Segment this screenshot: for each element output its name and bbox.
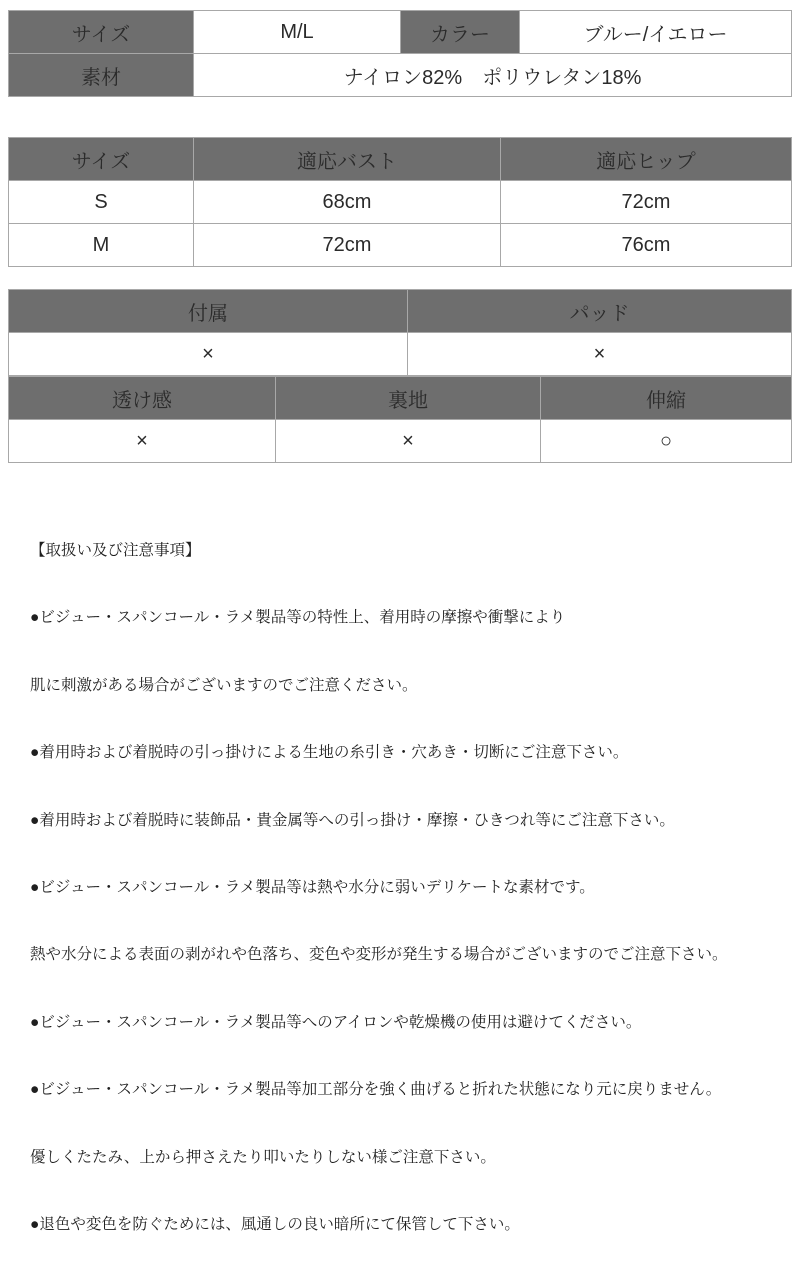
features-top-table (8, 289, 792, 376)
table-header-row (9, 290, 792, 333)
value-stretch: ○ (541, 420, 792, 463)
col-hip: 適応ヒップ (501, 138, 792, 181)
label-size: サイズ (9, 11, 194, 54)
value-material: ナイロン82% ポリウレタン18% (194, 54, 792, 97)
table-row (9, 54, 792, 97)
spacer (8, 267, 792, 289)
table-row (9, 224, 792, 267)
note-line: ●ビジュー・スパンコール・ラメ製品等の特性上、着用時の摩擦や衝撃により (30, 609, 566, 627)
note-line: ●着用時および着脱時に装飾品・貴金属等への引っ掛け・摩擦・ひきつれ等にご注意下さい。 (30, 811, 675, 829)
label-material: 素材 (9, 54, 194, 97)
note-line: ●ビジュー・スパンコール・ラメ製品等加工部分を強く曲げると折れた状態になり元に戻りません。 (30, 1081, 722, 1099)
col-bust: 適応バスト (194, 138, 501, 181)
col-stretch: 伸縮 (541, 377, 792, 420)
value-accessory: × (9, 333, 408, 376)
note-line: ●退色や変色を防ぐためには、風通しの良い暗所にて保管して下さい。 (30, 1216, 520, 1233)
value-color: ブルー/イエロー (520, 11, 792, 54)
note-line: ●ビジュー・スパンコール・ラメ製品等は熱や水分に弱いデリケートな素材です。 (30, 878, 595, 896)
note-line: 熱や水分による表面の剥がれや色落ち、変色や変形が発生する場合がございますのでご注意下さい。 (30, 946, 728, 964)
col-accessory: 付属 (9, 290, 408, 333)
value-pad: × (408, 333, 792, 376)
cell-bust: 72cm (194, 224, 501, 267)
col-size: サイズ (9, 138, 194, 181)
table-row (9, 181, 792, 224)
table-header-row (9, 377, 792, 420)
cell-hip: 72cm (501, 181, 792, 224)
table-row (9, 333, 792, 376)
cell-size: S (9, 181, 194, 224)
spacer (8, 97, 792, 137)
table-row (9, 11, 792, 54)
col-lining: 裏地 (276, 377, 541, 420)
table-row (9, 420, 792, 463)
care-notes (30, 495, 792, 1281)
label-color: カラー (401, 11, 520, 54)
cell-hip: 76cm (501, 224, 792, 267)
product-spec-table (8, 10, 792, 97)
features-bottom-table (8, 376, 792, 463)
col-pad: パッド (408, 290, 792, 333)
value-size: M/L (194, 11, 401, 54)
value-sheerness: × (9, 420, 276, 463)
value-lining: × (276, 420, 541, 463)
size-chart-table (8, 137, 792, 267)
note-line: 肌に刺激がある場合がございますのでご注意ください。 (30, 676, 418, 694)
cell-bust: 68cm (194, 181, 501, 224)
col-sheerness: 透け感 (9, 377, 276, 420)
note-line: ●ビジュー・スパンコール・ラメ製品等へのアイロンや乾燥機の使用は避けてください。 (30, 1013, 642, 1031)
table-header-row (9, 138, 792, 181)
cell-size: M (9, 224, 194, 267)
notes-title: 【取扱い及び注意事項】 (30, 541, 201, 559)
note-line: ●着用時および着脱時の引っ掛けによる生地の糸引き・穴あき・切断にご注意下さい。 (30, 744, 629, 762)
note-line: 優しくたたみ、上から押さえたり叩いたりしない様ご注意下さい。 (30, 1148, 496, 1166)
